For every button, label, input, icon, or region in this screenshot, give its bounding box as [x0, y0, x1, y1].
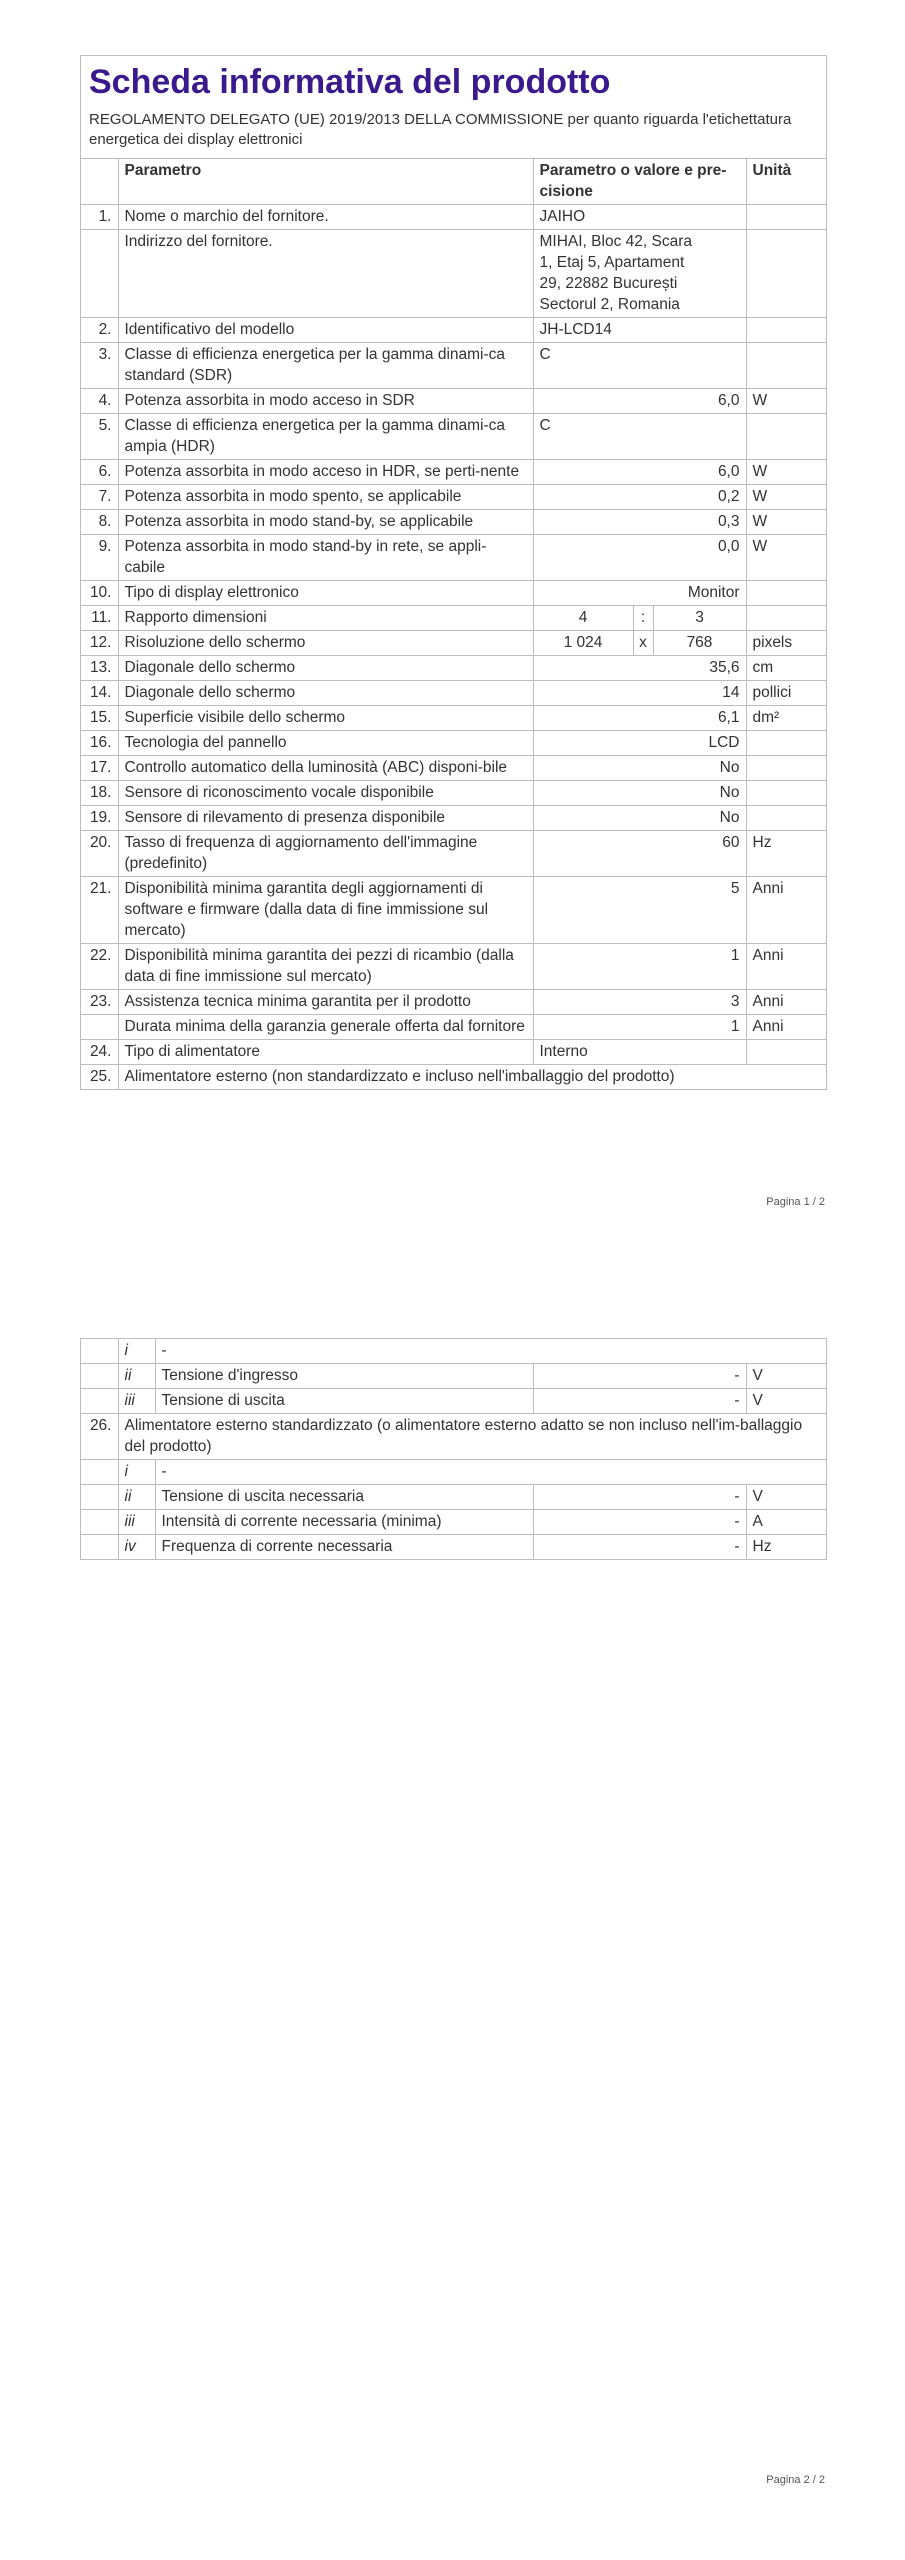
row-unit: Hz — [746, 1535, 826, 1560]
row-unit — [746, 806, 826, 831]
row-unit: Anni — [746, 944, 826, 990]
page-2 — [0, 1270, 905, 2560]
document-subtitle: REGOLAMENTO DELEGATO (UE) 2019/2013 DELLA COMMISSIONE per quanto riguarda l'etichettatura energetica dei display elettronici — [89, 111, 792, 148]
sub-index: ii — [118, 1364, 155, 1389]
row-number: 10. — [81, 581, 118, 606]
table-row — [81, 510, 826, 535]
row-value: - — [533, 1364, 746, 1389]
row-label: Risoluzione dello schermo — [118, 631, 533, 656]
row-label: Diagonale dello schermo — [118, 681, 533, 706]
row-label: Disponibilità minima garantita dei pezzi di ricambio (dalla data di fine immissione sul mercato) — [118, 944, 533, 990]
row-value: C — [533, 343, 746, 389]
table-row — [81, 1040, 826, 1065]
row-unit: Hz — [746, 831, 826, 877]
row-label: Classe di efficienza energetica per la gamma dinami-ca standard (SDR) — [118, 343, 533, 389]
row-number: 1. — [81, 205, 118, 230]
row-value: 14 — [533, 681, 746, 706]
parameter-table-continued — [81, 1338, 826, 1560]
row-value: Interno — [533, 1040, 746, 1065]
row-number: 4. — [81, 389, 118, 414]
table-row — [81, 343, 826, 389]
row-number: 20. — [81, 831, 118, 877]
row-label: Intensità di corrente necessaria (minima) — [155, 1510, 533, 1535]
table-row — [81, 581, 826, 606]
row-value: 6,0 — [533, 389, 746, 414]
row-label: - — [155, 1460, 826, 1485]
title-block — [81, 56, 826, 159]
row-number: 6. — [81, 460, 118, 485]
sub-index: iii — [118, 1510, 155, 1535]
row-label: Tipo di display elettronico — [118, 581, 533, 606]
ratio-first: 4 — [533, 606, 633, 631]
table-row — [81, 1065, 826, 1090]
table-row — [81, 631, 826, 656]
table-row — [81, 205, 826, 230]
row-unit: V — [746, 1389, 826, 1414]
row-number: 7. — [81, 485, 118, 510]
row-unit — [746, 205, 826, 230]
row-value: 3 — [533, 990, 746, 1015]
row-unit: Anni — [746, 990, 826, 1015]
row-label: Assistenza tecnica minima garantita per il prodotto — [118, 990, 533, 1015]
row-number: 18. — [81, 781, 118, 806]
row-value: MIHAI, Bloc 42, Scara 1, Etaj 5, Apartament 29, 22882 București Sectorul 2, Romania — [533, 230, 746, 318]
row-value: - — [533, 1389, 746, 1414]
row-unit — [746, 756, 826, 781]
row-label: Frequenza di corrente necessaria — [155, 1535, 533, 1560]
row-number: 2. — [81, 318, 118, 343]
row-label: Potenza assorbita in modo spento, se applicabile — [118, 485, 533, 510]
header-parameter: Parametro — [118, 159, 533, 205]
row-unit: W — [746, 485, 826, 510]
row-label: Tecnologia del pannello — [118, 731, 533, 756]
row-number: 21. — [81, 877, 118, 944]
row-unit: cm — [746, 656, 826, 681]
row-number: 25. — [81, 1065, 118, 1090]
table-row — [81, 781, 826, 806]
row-value: 60 — [533, 831, 746, 877]
table-row — [81, 1460, 826, 1485]
row-value: - — [533, 1510, 746, 1535]
row-number: 9. — [81, 535, 118, 581]
row-value: 0,0 — [533, 535, 746, 581]
row-number: 5. — [81, 414, 118, 460]
row-unit — [746, 318, 826, 343]
row-unit: W — [746, 460, 826, 485]
table-row — [81, 831, 826, 877]
header-value: Parametro o valore e pre-cisione — [533, 159, 746, 205]
page-number: Pagina 2 / 2 — [766, 2474, 825, 2486]
row-label: Controllo automatico della luminosità (ABC) disponi-bile — [118, 756, 533, 781]
row-unit: W — [746, 535, 826, 581]
table-row — [81, 1510, 826, 1535]
row-value: JH-LCD14 — [533, 318, 746, 343]
table-row — [81, 1339, 826, 1364]
row-label: Alimentatore esterno standardizzato (o alimentatore esterno adatto se non incluso nell'im-ballaggio del prodotto) — [118, 1414, 826, 1460]
ratio-separator: : — [633, 606, 653, 631]
row-label: Alimentatore esterno (non standardizzato e incluso nell'imballaggio del prodotto) — [118, 1065, 826, 1090]
row-value: No — [533, 781, 746, 806]
table-row — [81, 1015, 826, 1040]
row-number: 16. — [81, 731, 118, 756]
table-row — [81, 731, 826, 756]
row-value: 1 — [533, 944, 746, 990]
table-row — [81, 1389, 826, 1414]
row-unit — [746, 414, 826, 460]
row-value: - — [533, 1535, 746, 1560]
table-row — [81, 318, 826, 343]
table-row — [81, 1414, 826, 1460]
row-unit: W — [746, 389, 826, 414]
table-row — [81, 460, 826, 485]
table-row — [81, 706, 826, 731]
row-number: 19. — [81, 806, 118, 831]
row-label: Tensione di uscita necessaria — [155, 1485, 533, 1510]
row-unit: dm² — [746, 706, 826, 731]
row-label: Sensore di rilevamento di presenza disponibile — [118, 806, 533, 831]
row-value: LCD — [533, 731, 746, 756]
row-number: 8. — [81, 510, 118, 535]
row-number: 15. — [81, 706, 118, 731]
table-row — [81, 414, 826, 460]
header-unit: Unità — [746, 159, 826, 205]
row-number — [81, 230, 118, 318]
row-value: 0,3 — [533, 510, 746, 535]
table-row — [81, 756, 826, 781]
row-unit — [746, 781, 826, 806]
row-unit: Anni — [746, 1015, 826, 1040]
table-row — [81, 389, 826, 414]
row-unit: V — [746, 1485, 826, 1510]
table-row — [81, 606, 826, 631]
ratio-second: 3 — [653, 606, 746, 631]
row-value: - — [533, 1485, 746, 1510]
sub-index: i — [118, 1339, 155, 1364]
table-row — [81, 681, 826, 706]
row-label: Tipo di alimentatore — [118, 1040, 533, 1065]
table-row — [81, 656, 826, 681]
row-label: Disponibilità minima garantita degli aggiornamenti di software e firmware (dalla data di fine immissione sul mercato) — [118, 877, 533, 944]
sub-index: ii — [118, 1485, 155, 1510]
resolution-separator: x — [633, 631, 653, 656]
row-number: 22. — [81, 944, 118, 990]
row-value: JAIHO — [533, 205, 746, 230]
row-unit — [746, 343, 826, 389]
row-label: Tasso di frequenza di aggiornamento dell'immagine (predefinito) — [118, 831, 533, 877]
row-label: Sensore di riconoscimento vocale disponibile — [118, 781, 533, 806]
row-value: 6,1 — [533, 706, 746, 731]
row-unit — [746, 230, 826, 318]
row-unit: A — [746, 1510, 826, 1535]
row-label: Nome o marchio del fornitore. — [118, 205, 533, 230]
row-unit — [746, 581, 826, 606]
row-unit: V — [746, 1364, 826, 1389]
row-number: 12. — [81, 631, 118, 656]
row-value: No — [533, 806, 746, 831]
table-row — [81, 1485, 826, 1510]
resolution-width: 1 024 — [533, 631, 633, 656]
page-number: Pagina 1 / 2 — [766, 1196, 825, 1208]
row-label: Potenza assorbita in modo stand-by, se applicabile — [118, 510, 533, 535]
row-value: Monitor — [533, 581, 746, 606]
row-unit: Anni — [746, 877, 826, 944]
row-number: 14. — [81, 681, 118, 706]
row-value: No — [533, 756, 746, 781]
table-row — [81, 806, 826, 831]
row-value: 1 — [533, 1015, 746, 1040]
product-info-sheet — [80, 55, 827, 1090]
sub-index: iii — [118, 1389, 155, 1414]
row-number: 23. — [81, 990, 118, 1015]
row-label: - — [155, 1339, 826, 1364]
row-label: Superficie visibile dello schermo — [118, 706, 533, 731]
table-row — [81, 230, 826, 318]
table-row — [81, 944, 826, 990]
table-row — [81, 877, 826, 944]
table-row — [81, 990, 826, 1015]
parameter-table — [81, 159, 826, 1090]
page-1 — [0, 0, 905, 1270]
product-info-sheet-continued — [80, 1338, 827, 1560]
row-number: 24. — [81, 1040, 118, 1065]
document-title: Scheda informativa del prodotto — [89, 63, 611, 101]
table-row — [81, 1535, 826, 1560]
resolution-height: 768 — [653, 631, 746, 656]
row-unit: pixels — [746, 631, 826, 656]
row-label: Tensione di uscita — [155, 1389, 533, 1414]
row-value: C — [533, 414, 746, 460]
table-row — [81, 1364, 826, 1389]
row-unit — [746, 606, 826, 631]
row-label: Rapporto dimensioni — [118, 606, 533, 631]
row-value: 0,2 — [533, 485, 746, 510]
sub-index: iv — [118, 1535, 155, 1560]
row-number: 13. — [81, 656, 118, 681]
row-value: 35,6 — [533, 656, 746, 681]
row-number: 17. — [81, 756, 118, 781]
row-number: 11. — [81, 606, 118, 631]
row-label: Potenza assorbita in modo stand-by in rete, se appli-cabile — [118, 535, 533, 581]
row-label: Indirizzo del fornitore. — [118, 230, 533, 318]
row-unit: W — [746, 510, 826, 535]
row-number: 26. — [81, 1414, 118, 1460]
sub-index: i — [118, 1460, 155, 1485]
row-label: Potenza assorbita in modo acceso in SDR — [118, 389, 533, 414]
row-label: Tensione d'ingresso — [155, 1364, 533, 1389]
row-label: Potenza assorbita in modo acceso in HDR, se perti-nente — [118, 460, 533, 485]
row-number: 3. — [81, 343, 118, 389]
row-unit — [746, 731, 826, 756]
table-header-row — [81, 159, 826, 205]
row-label: Durata minima della garanzia generale offerta dal fornitore — [118, 1015, 533, 1040]
row-unit — [746, 1040, 826, 1065]
row-label: Classe di efficienza energetica per la gamma dinami-ca ampia (HDR) — [118, 414, 533, 460]
row-value: 6,0 — [533, 460, 746, 485]
row-unit: pollici — [746, 681, 826, 706]
row-label: Identificativo del modello — [118, 318, 533, 343]
row-label: Diagonale dello schermo — [118, 656, 533, 681]
table-row — [81, 535, 826, 581]
row-number — [81, 1015, 118, 1040]
table-row — [81, 485, 826, 510]
row-value: 5 — [533, 877, 746, 944]
